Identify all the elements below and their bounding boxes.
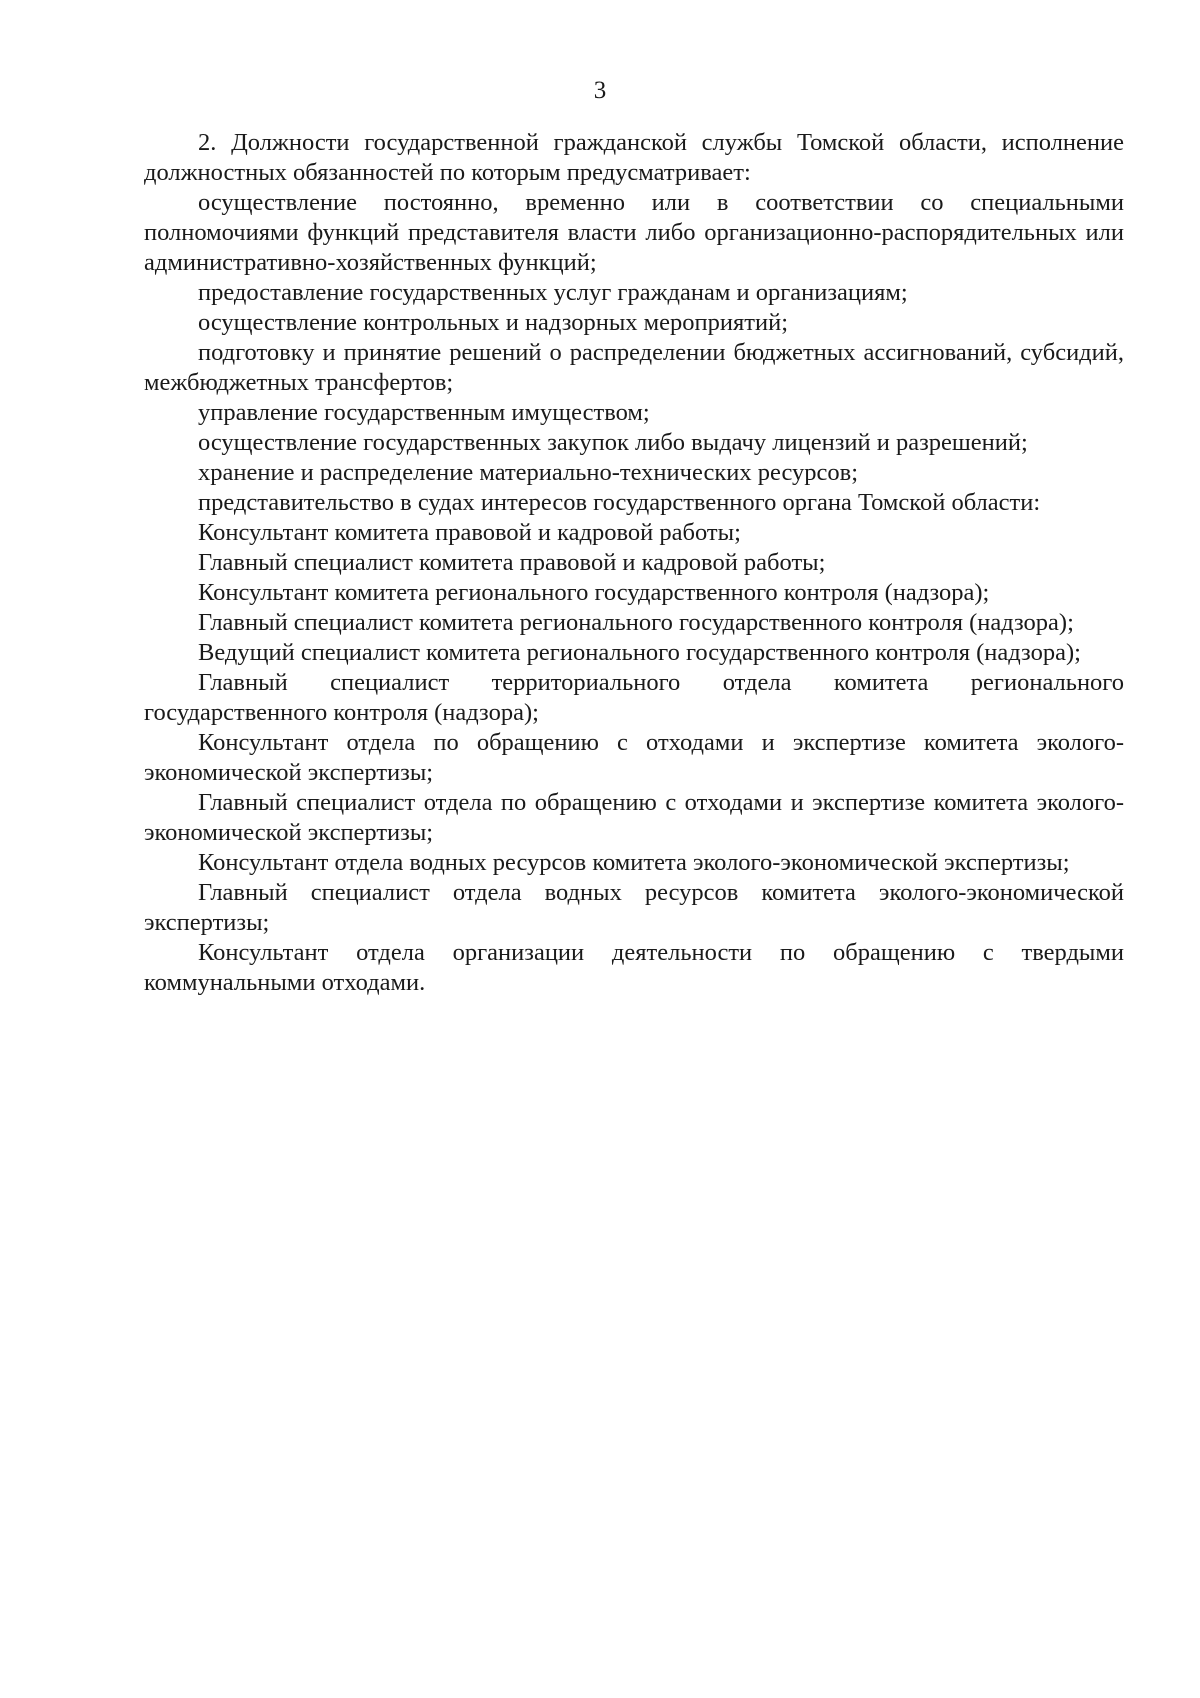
paragraph-list-item: осуществление постоянно, временно или в соответствии со специальными полномочиями функций представителя власти либо организационно-распорядительных или административно-хозяйственных функций; (144, 189, 1124, 276)
paragraph-positions-intro: 2. Должности государственной гражданской службы Томской области, исполнение должностных обязанностей по которым предусматривает: (144, 129, 1124, 186)
paragraph-list-item: осуществление контрольных и надзорных мероприятий; (198, 309, 789, 336)
paragraph-position: Главный специалист территориального отдела комитета регионального государственного контроля (надзора); (144, 669, 1124, 726)
paragraph-list-item: хранение и распределение материально-технических ресурсов; (198, 459, 859, 486)
document-body (144, 128, 1124, 998)
paragraph-position: Ведущий специалист комитета регионального государственного контроля (надзора); (198, 639, 1081, 666)
page-number: 3 (593, 77, 607, 104)
paragraph-list-item: предоставление государственных услуг гражданам и организациям; (198, 279, 908, 306)
paragraph-list-item: управление государственным имуществом; (198, 399, 650, 426)
paragraph-list-item: подготовку и принятие решений о распределении бюджетных ассигнований, субсидий, межбюджетных трансфертов; (144, 339, 1124, 396)
paragraph-position: Главный специалист комитета регионального государственного контроля (надзора); (198, 609, 1074, 636)
paragraph-list-item: осуществление государственных закупок либо выдачу лицензий и разрешений; (198, 429, 1028, 456)
paragraph-list-item: представительство в судах интересов государственного органа Томской области: (198, 489, 1041, 516)
paragraph-position: Консультант комитета правовой и кадровой работы; (198, 519, 741, 546)
paragraph-position: Главный специалист комитета правовой и кадровой работы; (198, 549, 826, 576)
paragraph-position: Консультант отдела водных ресурсов комитета эколого-экономической экспертизы; (198, 849, 1070, 876)
paragraph-position: Главный специалист отдела по обращению с отходами и экспертизе комитета эколого-экономической экспертизы; (144, 789, 1124, 846)
paragraph-position: Главный специалист отдела водных ресурсов комитета эколого-экономической экспертизы; (144, 879, 1124, 936)
paragraph-position: Консультант отдела организации деятельности по обращению с твердыми коммунальными отходами. (144, 939, 1124, 996)
paragraph-position: Консультант комитета регионального государственного контроля (надзора); (198, 579, 990, 606)
paragraph-position: Консультант отдела по обращению с отходами и экспертизе комитета эколого-экономической экспертизы; (144, 729, 1124, 786)
